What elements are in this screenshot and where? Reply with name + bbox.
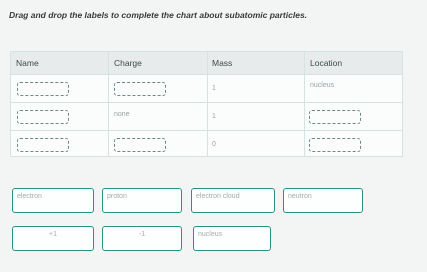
header-mass: Mass xyxy=(212,58,233,68)
mass-row1: 1 xyxy=(212,85,216,92)
tile-label: +1 xyxy=(49,231,57,238)
header-location: Location xyxy=(310,58,343,68)
tile-label: electron cloud xyxy=(196,193,240,200)
header-charge: Charge xyxy=(114,58,142,68)
tile-electron-cloud[interactable] xyxy=(191,188,275,213)
drop-zone-name-row1[interactable] xyxy=(17,82,69,96)
drop-zone-location-row3[interactable] xyxy=(309,138,361,152)
drop-zone-name-row2[interactable] xyxy=(17,110,69,124)
mass-row3: 0 xyxy=(212,141,216,148)
mass-row2: 1 xyxy=(212,113,216,120)
drop-zone-location-row2[interactable] xyxy=(309,110,361,124)
tile-label: proton xyxy=(107,193,127,200)
tile-plus-one[interactable] xyxy=(12,226,94,251)
drop-zone-charge-row3[interactable] xyxy=(114,138,166,152)
tile-electron[interactable] xyxy=(12,188,94,213)
tile-nucleus[interactable] xyxy=(193,226,271,251)
tile-label: nucleus xyxy=(198,231,223,238)
header-name: Name xyxy=(16,58,39,68)
instructions-text: Drag and drop the labels to complete the chart about subatomic particles. xyxy=(9,10,308,20)
particles-table xyxy=(10,51,403,157)
tile-proton[interactable] xyxy=(102,188,182,213)
location-row1: nucleus xyxy=(310,82,335,89)
drop-zone-charge-row1[interactable] xyxy=(114,82,166,96)
charge-row2: none xyxy=(114,111,130,118)
drop-zone-name-row3[interactable] xyxy=(17,138,69,152)
tile-minus-one[interactable] xyxy=(102,226,182,251)
tile-label: electron xyxy=(17,193,42,200)
tile-neutron[interactable] xyxy=(283,188,363,213)
tile-label: -1 xyxy=(138,231,146,238)
tile-label: neutron xyxy=(288,193,312,200)
